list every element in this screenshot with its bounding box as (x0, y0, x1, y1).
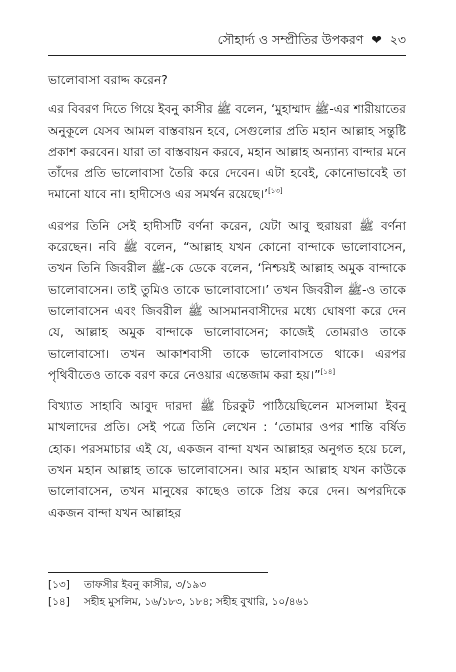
body-text (48, 70, 406, 534)
paragraph: বিখ্যাত সাহাবি আবুদ দারদা ﷺ চিরকুট পাঠিয়েছিলেন মাসলামা ইবনু মাখলাদের প্রতি। সেই পত্রে তিনি লেখেন : ‘তোমার ওপর শান্তি বর্ষিত হোক। পরসমাচার এই যে, একজন বান্দা যখন আল্লাহর অনুগত হয়ে চলে, তখন মহান আল্লাহ তাকে ভালোবাসেন। আর মহান আল্লাহ যখন কাউকে ভালোবাসেন, তখন মানুষের কাছেও তাকে প্রিয় করে দেন। অপরদিকে একজন বান্দা যখন আল্লাহর (48, 399, 406, 520)
footnote-ref: [১৩] (268, 187, 283, 196)
running-header (48, 27, 406, 56)
footnote (48, 594, 406, 611)
footnotes (48, 577, 406, 611)
footnote (48, 577, 406, 594)
paragraph: ভালোবাসা বরাদ্দ করেন? (48, 73, 168, 87)
heart-icon: ❤ (371, 32, 382, 47)
footnote-ref: [১৪] (320, 367, 336, 376)
paragraph: এর বিবরণ দিতে গিয়ে ইবনু কাসীর ﷺ বলেন, ‘মুহাম্মাদ ﷺ-এর শারীয়াতের অনুকূলে যেসব আমল বাস্তবায়ন হবে, সেগুলোর প্রতি মহান আল্লাহ সন্তুষ্টি প্রকাশ করবেন। যারা তা বাস্তবায়ন করবে, মহান আল্লাহ অন্যান্য বান্দার মনে তাঁদের প্রতি ভালোবাসা তৈরি করে দেবেন। এটা হবেই, কোনোভাবেই তা দমানো যাবে না। হাদীসেও এর সমর্থন রয়েছে।’[১৩] (48, 102, 406, 202)
footnote-divider (48, 572, 268, 573)
chapter-title: সৌহার্দ্য ও সম্প্রীতির উপকরণ (217, 32, 364, 47)
footnote-number: [১৩] (48, 579, 70, 591)
page-number: ২৩ (389, 32, 406, 47)
footnote-number: [১৪] (48, 596, 70, 608)
footnote-text: সহীহ মুসলিম, ১৬/১৮৩, ১৮৪; সহীহ বুখারি, ১০/৪৬১ (84, 596, 310, 608)
paragraph: এরপর তিনি সেই হাদীসটি বর্ণনা করেন, যেটা আবু হুরায়রা ﷺ বর্ণনা করেছেন। নবি ﷺ বলেন, “আল্লাহ যখন কোনো বান্দাকে ভালোবাসেন, তখন তিনি জিবরীল ﷺ-কে ডেকে বলেন, ‘নিশ্চয়ই আল্লাহ অমুক বান্দাকে ভালোবাসেন। তাই তুমিও তাকে ভালোবাসো।’ তখন জিবরীল ﷺ-ও তাকে ভালোবাসেন এবং জিবরীল ﷺ আসমানবাসীদের মধ্যে ঘোষণা করে দেন যে, আল্লাহ অমুক বান্দাকে ভালোবাসেন; কাজেই তোমরাও তাকে ভালোবাসো। তখন আকাশবাসী তাকে ভালোবাসতে থাকে। এরপর পৃথিবীতেও তাকে বরণ করে নেওয়ার এন্তেজাম করা হয়।”[১৪] (48, 218, 406, 382)
footnote-text: তাফসীর ইবনু কাসীর, ৩/১৯৩ (84, 579, 207, 591)
